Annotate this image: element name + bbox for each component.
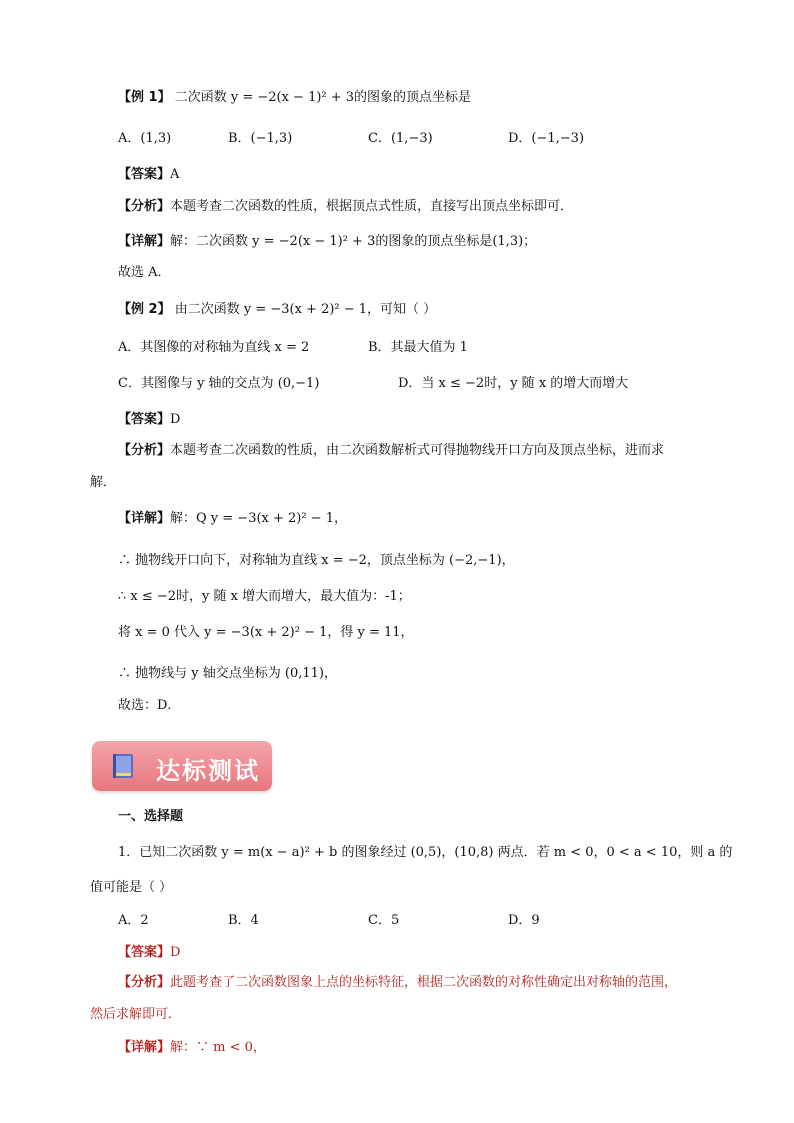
banner-title: 达标测试 [156,757,260,785]
detail-tag: 【详解】 [118,234,171,249]
analysis-text: 本题考查二次函数的性质，根据顶点式性质，直接写出顶点坐标即可． [170,199,574,214]
answer-line [118,165,179,185]
detail-step: ∴ 抛物线与 y 轴交点坐标为 (0,11)， [118,666,337,681]
section-title: 一、选择题 [118,809,184,824]
section-banner [92,741,272,791]
question-1: 1．已知二次函数 y = m(x − a)² + b 的图象经过 (0,5)，(10,8) 两点．若 m < 0，0 < a < 10，则 a 的 [118,845,733,860]
answer-line [118,410,180,430]
answer-value: D [170,412,181,427]
conclusion: 故选 A． [118,265,171,280]
example-1-question [118,88,471,108]
detail-line [118,1038,266,1058]
detail-text: 解：∵ m < 0， [170,1040,266,1055]
detail-step: ∴ x ≤ −2时，y 随 x 增大而增大，最大值为：-1； [118,589,411,604]
detail-line [118,509,347,529]
book-icon [112,753,134,779]
option-c: C．其图像与 y 轴的交点为 (0,−1) [118,376,320,391]
analysis-line [118,973,677,993]
question-1-continuation: 值可能是（ ） [90,880,173,895]
option-a: A．2 [118,913,149,928]
example-tag: 【例 2】 [118,302,171,317]
analysis-text: 此题考查了二次函数图象上点的坐标特征，根据二次函数的对称性确定出对称轴的范围， [170,975,678,990]
detail-tag: 【详解】 [118,1040,171,1055]
analysis-text: 本题考查二次函数的性质，由二次函数解析式可得抛物线开口方向及顶点坐标，进而求 [170,443,665,458]
option-a: A．其图像的对称轴为直线 x = 2 [118,340,310,355]
analysis-line [118,441,664,461]
analysis-tag: 【分析】 [118,443,171,458]
detail-text: 解：二次函数 y = −2(x − 1)² + 3的图象的顶点坐标是(1,3)； [170,234,537,249]
option-b: B．4 [228,913,259,928]
answer-value: D [170,945,181,960]
option-d: D．当 x ≤ −2时，y 随 x 的增大而增大 [398,376,629,391]
example-2-question [118,300,436,320]
analysis-line [118,197,573,217]
answer-tag: 【答案】 [118,945,171,960]
example-tag: 【例 1】 [118,90,171,105]
detail-step: ∴ 抛物线开口向下，对称轴为直线 x = −2，顶点坐标为 (−2,−1)， [118,553,515,568]
detail-text: 解：Q y = −3(x + 2)² − 1， [170,511,348,526]
option-c: C．5 [368,913,400,928]
conclusion: 故选：D． [118,698,181,713]
option-b: B．(−1,3) [228,131,293,146]
analysis-tag: 【分析】 [118,975,171,990]
option-c: C．(1,−3) [368,131,433,146]
option-d: D．(−1,−3) [508,131,585,146]
analysis-continuation: 解． [90,475,117,490]
answer-tag: 【答案】 [118,412,171,427]
analysis-tag: 【分析】 [118,199,171,214]
option-d: D．9 [508,913,540,928]
detail-tag: 【详解】 [118,511,171,526]
answer-tag: 【答案】 [118,167,171,182]
detail-step: 将 x = 0 代入 y = −3(x + 2)² − 1，得 y = 11， [118,625,414,640]
question-text: 由二次函数 y = −3(x + 2)² − 1，可知（ ） [170,302,437,317]
detail-line [118,232,536,252]
answer-line [118,943,180,963]
option-a: A．(1,3) [118,131,172,146]
answer-value: A [170,167,180,182]
question-text: 二次函数 y = −2(x − 1)² + 3的图象的顶点坐标是 [170,90,472,105]
analysis-continuation: 然后求解即可． [90,1007,182,1022]
option-b: B．其最大值为 1 [368,340,468,355]
